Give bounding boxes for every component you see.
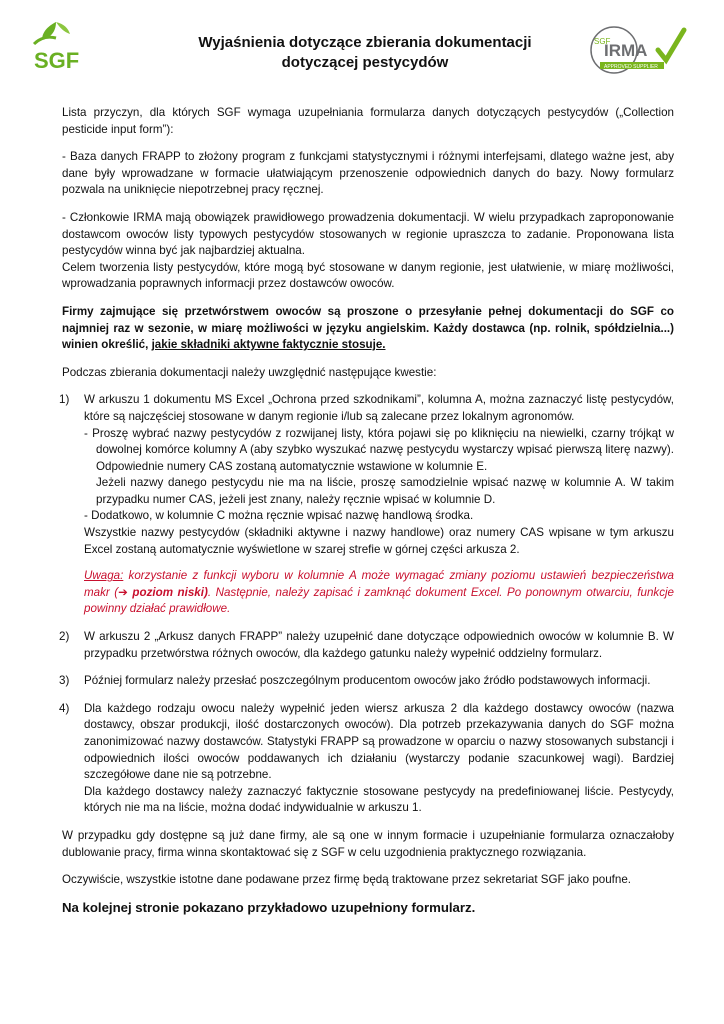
item-text: Dla każdego rodzaju owocu należy wypełnić jeden wiersz arkusza 2 dla każdego dostawcy owoców (nazwa dostawcy, obszar produkcji, ilość dostarczonych owoców). Dla potrzeb przekazywania danych do SGF można zanonimizować nazwy dostawców. Statystyki FRAPP są prowadzone w oparciu o nazwy stosowanych substancji i odpowiednich ilości owoców poddawanych ich działaniu (wystarczy podanie szacunkowej wagi). Bardziej szczegółowe dane nie są potrzebne. [84,701,674,782]
item-number: 4) [59,701,70,715]
intro-paragraph: Lista przyczyn, dla których SGF wymaga uzupełniania formularza danych dotyczących pestycydów („Collection pesticide input form”): [62,106,674,136]
instructions-list [59,392,675,817]
title-line-2: dotyczącej pestycydów [281,54,449,71]
reason-frapp: - Baza danych FRAPP to złożony program z funkcjami statystycznymi i różnymi interfejsami, dlatego ważne jest, aby dane były wprowadzane w formacie ułatwiającym przenoszenie odpowiednich danych do bazy. Nowy formularz pozwala na uniknięcie niepotrzebnej pracy ręcznej. [62,150,674,197]
item-text: Później formularz należy przesłać poszczególnym producentom owoców jako źródło podstawowych informacji. [84,674,651,688]
page-title [150,33,580,73]
arrow-icon: ➔ [118,585,128,599]
item-text-2: Dla każdego dostawcy należy zaznaczyć faktycznie stosowane pestycydy na predefiniowanej liście. Pestycydy, których nie ma na liście, można dodać indywidualnie w arkuszu 1. [84,784,674,815]
confidentiality-paragraph: Oczywiście, wszystkie istotne dane podawane przez firmę będą traktowane przez sekretariat SGF jako poufne. [62,873,632,887]
bold-notice-underlined: jakie składniki aktywne faktycznie stosuje. [151,338,386,352]
list-item [59,701,674,817]
item-subpoint: - Proszę wybrać nazwy pestycydów z rozwijanej listy, która pojawi się po kliknięciu na niewielki, czarny trójkąt w dowolnej komórce kolumny A (aby szybko wyszukać nazwę pestycydu wystarczy wpisać pierwszą literę nazwy). Odpowiednie numery CAS zostaną automatycznie wstawione w kolumnie E. [84,426,674,473]
final-note: Na kolejnej stronie pokazano przykładowo uzupełniony formularz. [62,899,476,915]
warning-bold: poziom niski) [127,585,208,599]
item-text: W arkuszu 2 „Arkusz danych FRAPP” należy uzupełnić dane dotyczące odpowiednich owoców w kolumnie B. W przypadku przetwórstwa różnych owoców, dla każdego gatunku należy wypełnić oddzielny formularz. [84,630,674,660]
item-subpoint-3: Wszystkie nazwy pestycydów (składniki aktywne i nazwy handlowe) oraz numery CAS wpisane w tym arkuszu Excel zostaną automatycznie wyświetlone w szarej strefie w górnej części arkusza 2. [84,526,674,556]
closing-paragraph: W przypadku gdy dostępne są już dane firmy, ale są one w innym formacie i uzupełnianie formularza oznaczałoby dublowanie pracy, firma winna skontaktować się z SGF w celu uzgodnienia praktycznego rozwiązania. [62,828,674,859]
reason-irma-goal: Celem tworzenia listy pestycydów, które mogą być stosowane w danym regionie, jest ułatwienie, w miarę możliwości, wprowadzania poprawnych informacji przez dostawców owoców. [62,260,674,291]
list-item [59,673,674,690]
warning-text: korzystanie z funkcji wyboru w kolumnie A może wymagać zmiany poziomu ustawień bezpieczeństwa makr ( [84,569,674,599]
svg-text:IRMA: IRMA [604,41,648,60]
page-header [0,0,724,90]
bold-notice-text: Firmy zajmujące się przetwórstwem owoców są proszone o przesyłanie pełnej dokumentacji do SGF co najmniej raz w sezonie, w miarę możliwości w języku angielskim. Każdy dostawca (np. rolnik, spółdzielnia...) winien określić, [62,304,674,352]
sgf-logo [26,18,88,76]
warning-end: . Następnie, należy zapisać i zamknąć dokument Excel. Po ponownym otwarciu, funkcje powinny działać prawidłowe. [84,585,675,616]
list-item [59,629,674,662]
bold-notice [62,304,674,354]
svg-text:APPROVED SUPPLIER: APPROVED SUPPLIER [604,64,658,70]
item-number: 2) [59,630,70,644]
reason-irma [62,210,674,293]
item-number: 1) [59,393,70,407]
reason-irma-text: - Członkowie IRMA mają obowiązek prawidłowego prowadzenia dokumentacji. W wielu przypadkach zaproponowanie dostawcom owoców listy typowych pestycydów stosowanych w regionie upraszcza to zadanie. Proponowana lista pestycydów winna być jak najbardziej aktualna. [62,210,674,258]
item-subpoint-cont: Jeżeli nazwy danego pestycydu nie ma na liście, proszę samodzielnie wpisać nazwę w kolumnie A. W takim przypadku numer CAS, jeżeli jest znany, należy ręcznie wpisać w kolumnie D. [96,476,674,506]
irma-approved-supplier-logo [588,24,688,76]
item-subpoint-2: - Dodatkowo, w kolumnie C można ręcznie wpisać nazwę handlową środka. [84,509,474,523]
svg-text:SGF: SGF [594,37,611,46]
sgf-logo-text: SGF [34,48,80,73]
document-body [59,105,675,927]
warning-label: Uwaga: [84,569,124,583]
title-line-1: Wyjaśnienia dotyczące zbierania dokumentacji [198,34,532,51]
macro-warning [84,568,674,618]
item-text: W arkuszu 1 dokumentu MS Excel „Ochrona przed szkodnikami”, kolumna A, można zaznaczyć listę pestycydów, które są najczęściej stosowane w danym regionie i/lub są zalecane przez lokalnym agronomów. [84,393,674,423]
lead-in: Podczas zbierania dokumentacji należy uwzględnić następujące kwestie: [62,365,437,379]
item-number: 3) [59,674,70,688]
list-item [59,392,675,618]
